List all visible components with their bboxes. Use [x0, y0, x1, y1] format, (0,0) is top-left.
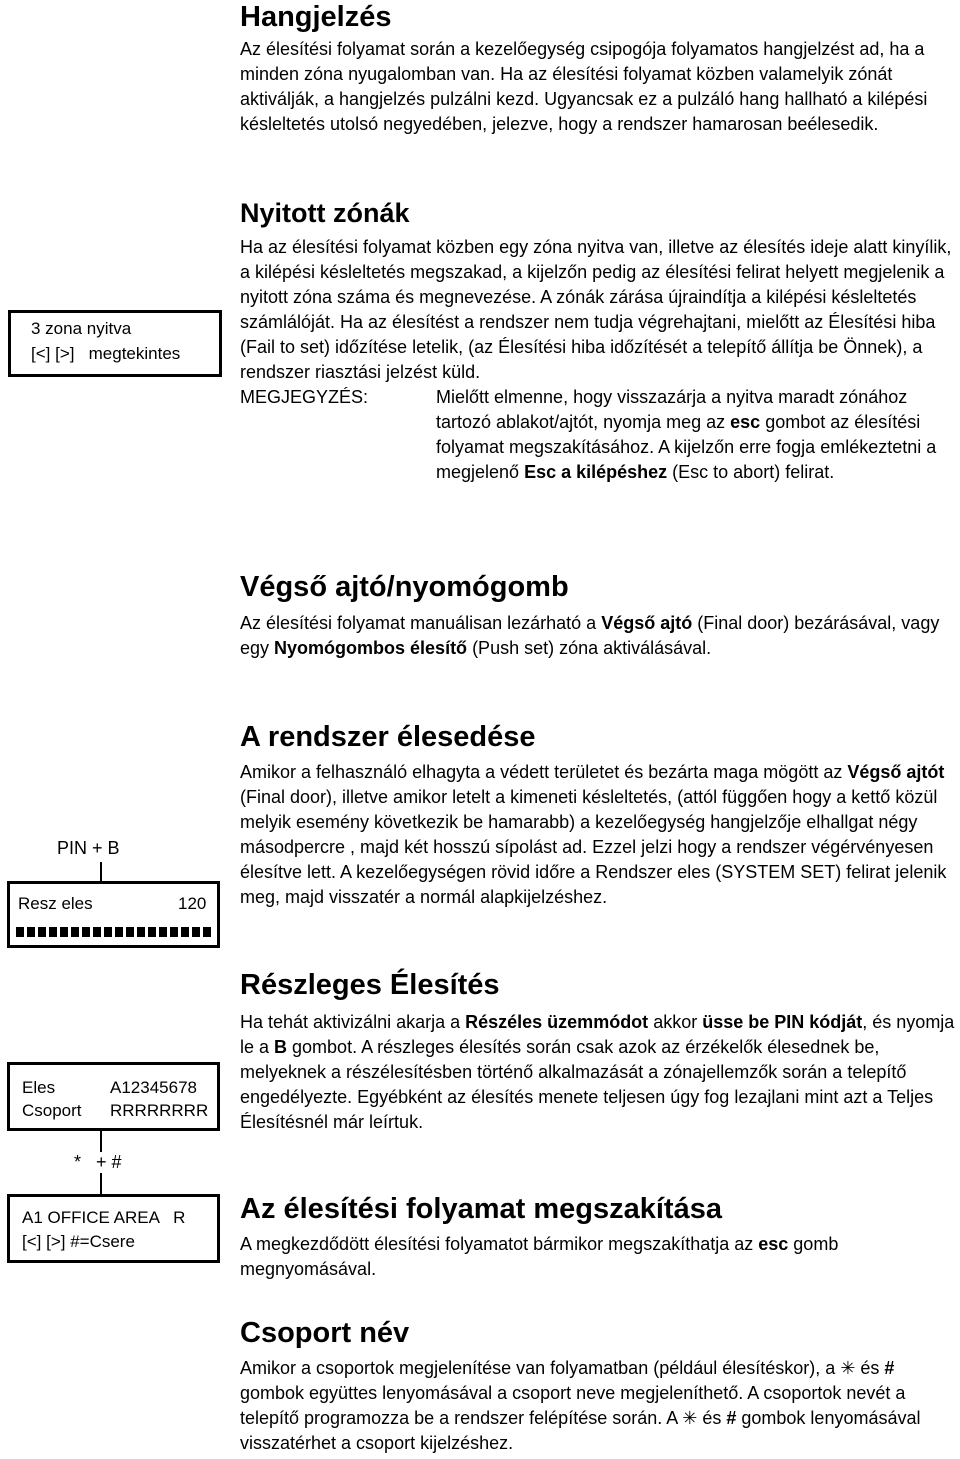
- text: akkor: [648, 1012, 703, 1032]
- note-text-1: Mielőtt elmenne, hogy visszazárja a nyitva maradt zónához tartozó ablakot/ajtót, nyomja meg az: [436, 387, 908, 432]
- paragraph-csoport-nev: [240, 1356, 960, 1456]
- connector-line: [100, 862, 102, 882]
- note-block: [240, 385, 960, 485]
- segment: [192, 927, 200, 937]
- segment: [104, 927, 112, 937]
- star-key-icon: ✳: [840, 1358, 856, 1378]
- segment: [203, 927, 211, 937]
- section-elesedes: [240, 720, 960, 910]
- text: gombok lenyomásával visszatérhet a csoport kijelzéshez.: [240, 1408, 921, 1453]
- bold-text: Nyomógombos élesítő: [274, 638, 468, 658]
- segment: [60, 927, 68, 937]
- segment: [115, 927, 123, 937]
- bold-text: Részéles üzemmódot: [465, 1012, 649, 1032]
- heading-nyitott-zonak: Nyitott zónák: [240, 198, 410, 228]
- segment: [137, 927, 145, 937]
- section-megszakitas: [240, 1192, 960, 1282]
- display-line-1-right: 120: [178, 894, 207, 913]
- segment: [38, 927, 46, 937]
- display-line-1: 3 zona nyitva: [31, 319, 132, 338]
- bold-text: Végső ajtó: [601, 613, 693, 633]
- segment: [170, 927, 178, 937]
- segment: [148, 927, 156, 937]
- segment: [93, 927, 101, 937]
- section-csoport-nev: [240, 1316, 960, 1456]
- section-hangjelzes: [240, 0, 960, 137]
- segment: [71, 927, 79, 937]
- text: (Final door), illetve amikor letelt a kimeneti késleltetés, (attól függően hogy a kettő közül melyik esemény következik be hamarabb) a kezelőegység hangjelzője elhallgat négy másodpercre , majd két hosszú sípolást ad. Ezzel jelzi hogy a rendszer végérvényesen élesítve lett. A kezelőegységen rövid időre a Rendszer eles (SYSTEM SET) felirat jelenik meg, majd visszatér a normál alapkijelzéshez.: [240, 787, 947, 907]
- bold-text: esc: [758, 1234, 789, 1254]
- bold-text: #: [726, 1408, 737, 1428]
- note-bold-esc: esc: [730, 412, 761, 432]
- text: és: [697, 1408, 727, 1428]
- bold-text: #: [884, 1358, 895, 1378]
- display-line-1-right: A12345678: [110, 1078, 197, 1097]
- heading-hangjelzes: Hangjelzés: [240, 1, 392, 33]
- text: Az élesítési folyamat manuálisan lezárható a: [240, 613, 602, 633]
- heading-megszakitas: Az élesítési folyamat megszakítása: [240, 1193, 722, 1225]
- note-bold-esc-kilepeshez: Esc a kilépéshez: [524, 462, 668, 482]
- section-nyitott-zonak: [240, 197, 960, 485]
- section-reszleges: [240, 968, 960, 1135]
- heading-csoport-nev: Csoport név: [240, 1317, 410, 1349]
- text: (Push set) zóna aktiválásával.: [467, 638, 712, 658]
- segment: [49, 927, 57, 937]
- display-line-2-left: Csoport: [22, 1101, 82, 1120]
- keypad-display-group-name: [7, 1194, 220, 1263]
- bold-text: B: [274, 1037, 288, 1057]
- display-line-1: A1 OFFICE AREA R: [22, 1208, 186, 1227]
- display-line-1-left: Resz eles: [18, 894, 93, 913]
- text: és: [855, 1358, 885, 1378]
- text: (Final door) bezárásával, vagy egy: [240, 613, 940, 658]
- paragraph-vegso-ajto: [240, 611, 960, 661]
- heading-elesedes: A rendszer élesedése: [240, 721, 536, 753]
- star-key-icon: ✳: [682, 1408, 698, 1428]
- paragraph-reszleges: [240, 1010, 960, 1135]
- display-line-2: [<] [>] megtekintes: [31, 344, 181, 363]
- keypad-display-open-zone: [8, 310, 222, 377]
- paragraph-megszakitas: [240, 1232, 960, 1282]
- keypad-display-part-set: [7, 881, 220, 948]
- text: gombok együttes lenyomásával a csoport neve megjeleníthető. A csoportok nevét a telepítő programozza be a rendszer felépítése során. A: [240, 1383, 906, 1428]
- text: Amikor a csoportok megjelenítése van folyamatban (például élesítéskor), a: [240, 1358, 841, 1378]
- segment: [181, 927, 189, 937]
- keypad-display-group: [7, 1062, 220, 1131]
- caption-pin-b: PIN + B: [57, 838, 120, 858]
- heading-vegso-ajto: Végső ajtó/nyomógomb: [240, 571, 569, 603]
- note-text-3: (Esc to abort) felirat.: [667, 462, 835, 482]
- display-line-2-right: RRRRRRRR: [110, 1101, 209, 1120]
- paragraph-elesedes: [240, 760, 960, 910]
- segment: [27, 927, 35, 937]
- note-text-2: gombot az élesítési folyamat megszakításához. A kijelzőn erre fogja emlékeztetni a megjelenő: [436, 412, 937, 482]
- display-line-2: [<] [>] #=Csere: [22, 1232, 135, 1251]
- segment: [16, 927, 24, 937]
- text: A megkezdődött élesítési folyamatot bármikor megszakíthatja az: [240, 1234, 759, 1254]
- segment: [159, 927, 167, 937]
- note-body: [436, 385, 960, 485]
- paragraph-nyitott-zonak: Ha az élesítési folyamat közben egy zóna nyitva van, illetve az élesítés ideje alatt kinyílik, a kilépési késleltetés megszakad, a kijelzőn pedig az élesítési felirat helyett megjelenik a nyitott zóna száma és megnevezése. A zónák zárása újraindítja a kilépési késleltetés számlálóját. Ha az élesítést a rendszer nem tudja végrehajtani, mielőtt az Élesítési hiba (Fail to set) időzítése letelik, (az Élesítési hiba időzítését a telepítő állítja be Önnek), a rendszer riasztási jelzést küld.: [240, 237, 952, 382]
- paragraph-hangjelzes: Az élesítési folyamat során a kezelőegység csipogója folyamatos hangjelzést ad, ha a minden zóna nyugalomban van. Ha az élesítési folyamat közben valamelyik zónát aktiválják, a hangjelzés pulzálni kezd. Ugyancsak ez a pulzáló hang hallható a kilépési késleltetés utolsó negyedében, jelezve, hogy a rendszer hamarosan beélesedik.: [240, 39, 928, 134]
- heading-reszleges: Részleges Élesítés: [240, 969, 500, 1001]
- caption-star-hash: * + #: [74, 1152, 122, 1172]
- segment-bar: [16, 927, 211, 937]
- bold-text: Végső ajtót: [847, 762, 945, 782]
- text: Amikor a felhasználó elhagyta a védett területet és bezárta maga mögött az: [240, 762, 848, 782]
- text: gombot. A részleges élesítés során csak azok az érzékelők élesednek be, melyeknek a részélesítésben történő alkalmazását a zónajellemzők során a telepítő engedélyezte. Egyébként az élesítés menete teljesen úgy fog lezajlani mint azt a Teljes Élesítésnél már leírtuk.: [240, 1037, 934, 1132]
- segment: [82, 927, 90, 937]
- text: Ha tehát aktivizálni akarja a: [240, 1012, 466, 1032]
- segment: [126, 927, 134, 937]
- bold-text: üsse be PIN kódját: [702, 1012, 863, 1032]
- note-label: MEGJEGYZÉS:: [240, 387, 369, 407]
- section-vegso-ajto: [240, 570, 960, 661]
- display-line-1-left: Eles: [22, 1078, 56, 1097]
- text: , és nyomja le a: [240, 1012, 955, 1057]
- text: gomb megnyomásával.: [240, 1234, 839, 1279]
